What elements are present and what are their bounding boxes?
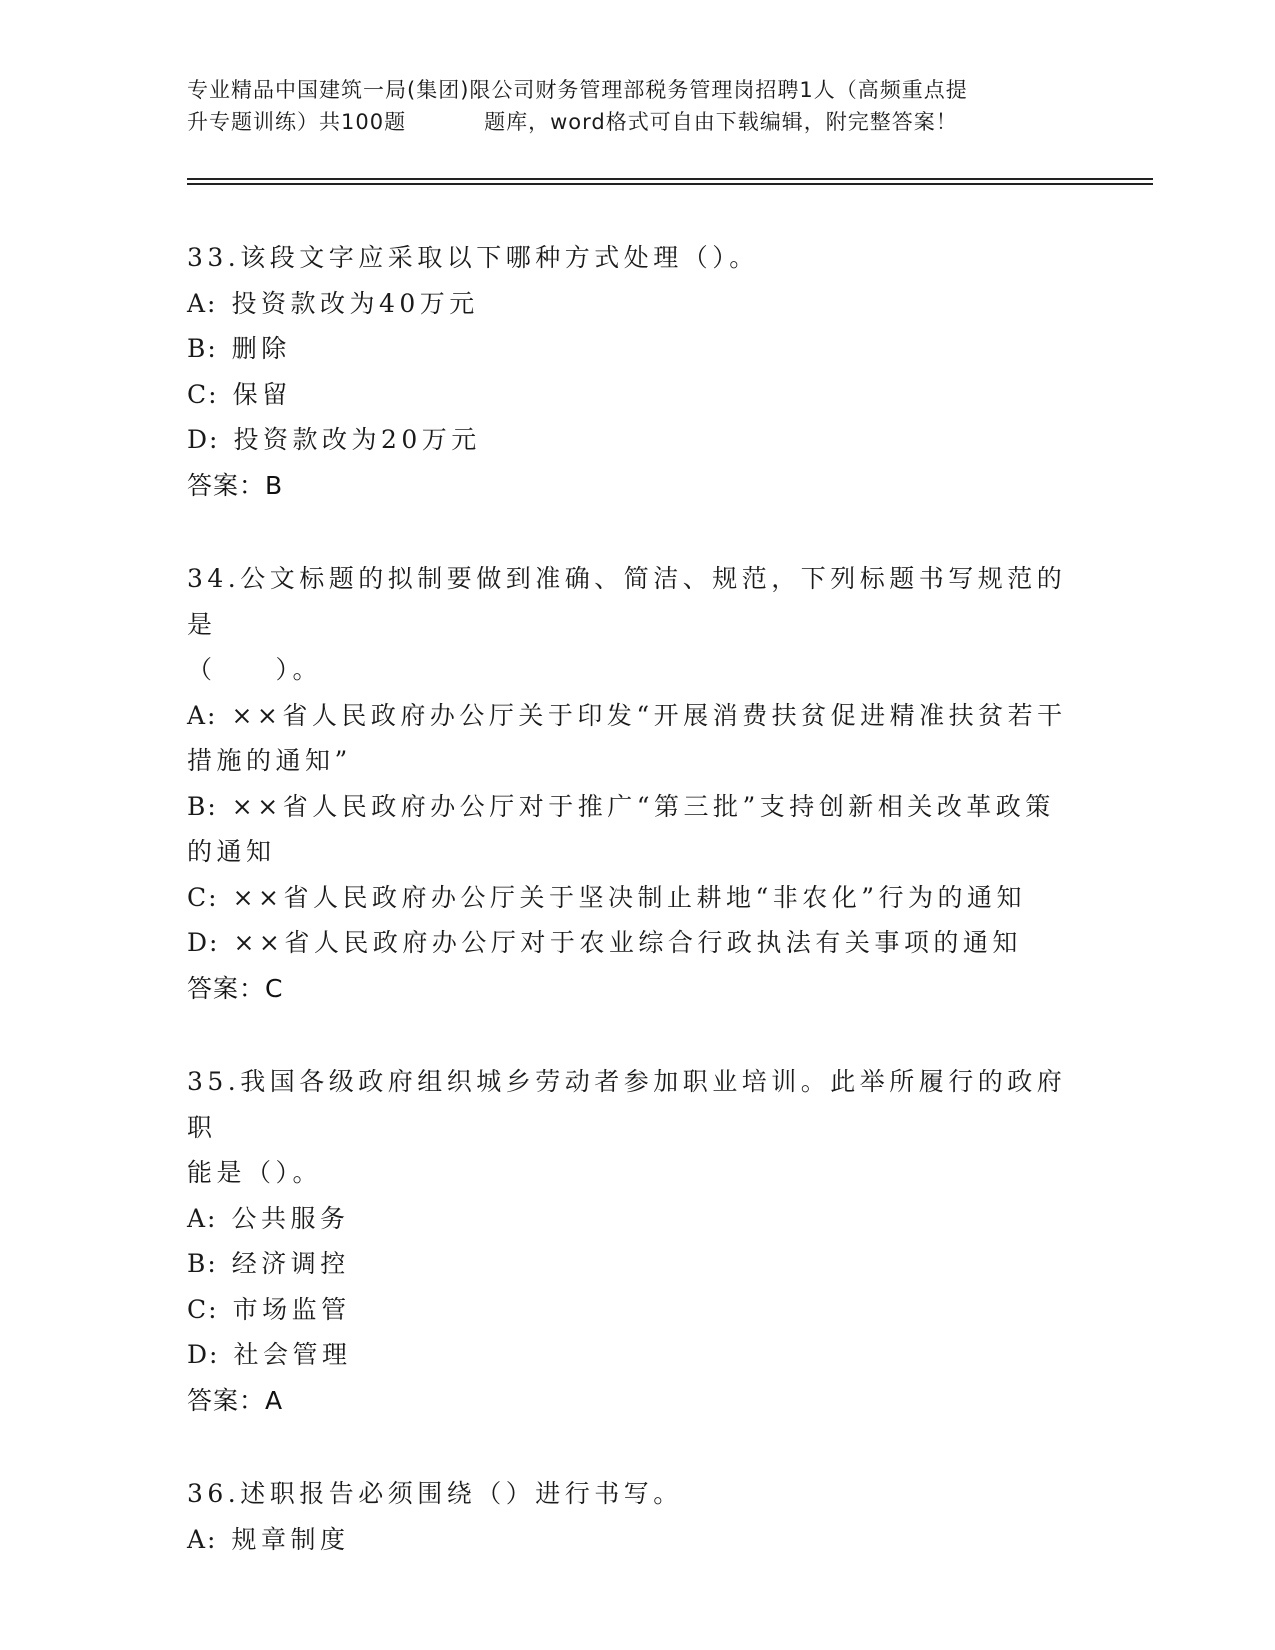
header-title-line2-left: 升专题训练）共100题 [187, 110, 407, 134]
option-text: 投资款改为20万元 [233, 425, 481, 454]
option-c [187, 1287, 1087, 1333]
page-header [187, 74, 1087, 138]
question-stem: 36.述职报告必须围绕（）进行书写。 [187, 1479, 683, 1508]
option-a [187, 738, 1087, 784]
answer-line: 答案：B [187, 470, 284, 500]
option-label: A: [187, 1524, 218, 1554]
option-label: A: [187, 1203, 218, 1233]
option-text: 删除 [231, 334, 291, 363]
option-a [187, 281, 1087, 327]
option-text: ××省人民政府办公厅对于推广“第三批”支持创新相关改革政策 [231, 791, 1055, 821]
option-text: 市场监管 [232, 1294, 351, 1324]
option-text: ××省人民政府办公厅关于印发“开展消费扶贫促进精准扶贫若干 [231, 700, 1067, 730]
question-stem: （ ）。 [187, 655, 323, 684]
question-block [187, 1471, 1087, 1562]
question-stem: 34.公文标题的拟制要做到准确、简洁、规范，下列标题书写规范的是 [187, 564, 1067, 639]
option-a [187, 693, 1087, 739]
header-title-line2-right: 题库，word格式可自由下载编辑，附完整答案！ [484, 110, 958, 134]
option-c [187, 372, 1087, 418]
question-list [187, 235, 1087, 1610]
option-label: B: [187, 791, 218, 821]
option-b [187, 784, 1087, 830]
option-text: 措施的通知” [187, 746, 352, 775]
option-text: 保留 [232, 379, 292, 409]
question-stem: 33.该段文字应采取以下哪种方式处理（）。 [187, 243, 759, 272]
option-b [187, 829, 1087, 875]
option-label: C: [187, 379, 219, 409]
header-divider-top [187, 178, 1153, 180]
option-a [187, 1517, 1087, 1563]
question-stem: 35.我国各级政府组织城乡劳动者参加职业培训。此举所履行的政府职 [187, 1067, 1067, 1142]
option-label: A: [187, 288, 218, 318]
option-label: B: [187, 1249, 218, 1278]
option-label: D: [187, 928, 220, 957]
question-stem: 能是（）。 [187, 1158, 323, 1187]
option-b [187, 326, 1087, 372]
option-text: 经济调控 [231, 1249, 350, 1278]
option-d [187, 1332, 1087, 1378]
option-text: ××省人民政府办公厅对于农业综合行政执法有关事项的通知 [233, 928, 1022, 957]
option-d [187, 417, 1087, 463]
option-text: 规章制度 [231, 1524, 350, 1554]
option-text: 的通知 [187, 837, 276, 866]
option-a [187, 1196, 1087, 1242]
header-title-line2 [187, 106, 1087, 138]
option-d [187, 920, 1087, 966]
header-divider-bottom [187, 183, 1153, 185]
question-block [187, 556, 1087, 1011]
option-label: D: [187, 1340, 220, 1369]
question-block [187, 1059, 1087, 1423]
answer-line: 答案：C [187, 973, 284, 1003]
option-label: C: [187, 1294, 219, 1324]
option-text: 投资款改为40万元 [231, 288, 479, 318]
question-block [187, 235, 1087, 508]
option-b [187, 1241, 1087, 1287]
option-label: B: [187, 334, 218, 363]
header-title-line1: 专业精品中国建筑一局(集团)限公司财务管理部税务管理岗招聘1人（高频重点提 [187, 78, 968, 102]
option-c [187, 875, 1087, 921]
answer-line: 答案：A [187, 1385, 284, 1415]
option-label: A: [187, 700, 218, 730]
option-label: D: [187, 425, 220, 454]
option-text: ××省人民政府办公厅关于坚决制止耕地“非农化”行为的通知 [232, 882, 1027, 912]
option-text: 社会管理 [233, 1340, 352, 1369]
option-text: 公共服务 [231, 1203, 350, 1233]
option-label: C: [187, 882, 219, 912]
